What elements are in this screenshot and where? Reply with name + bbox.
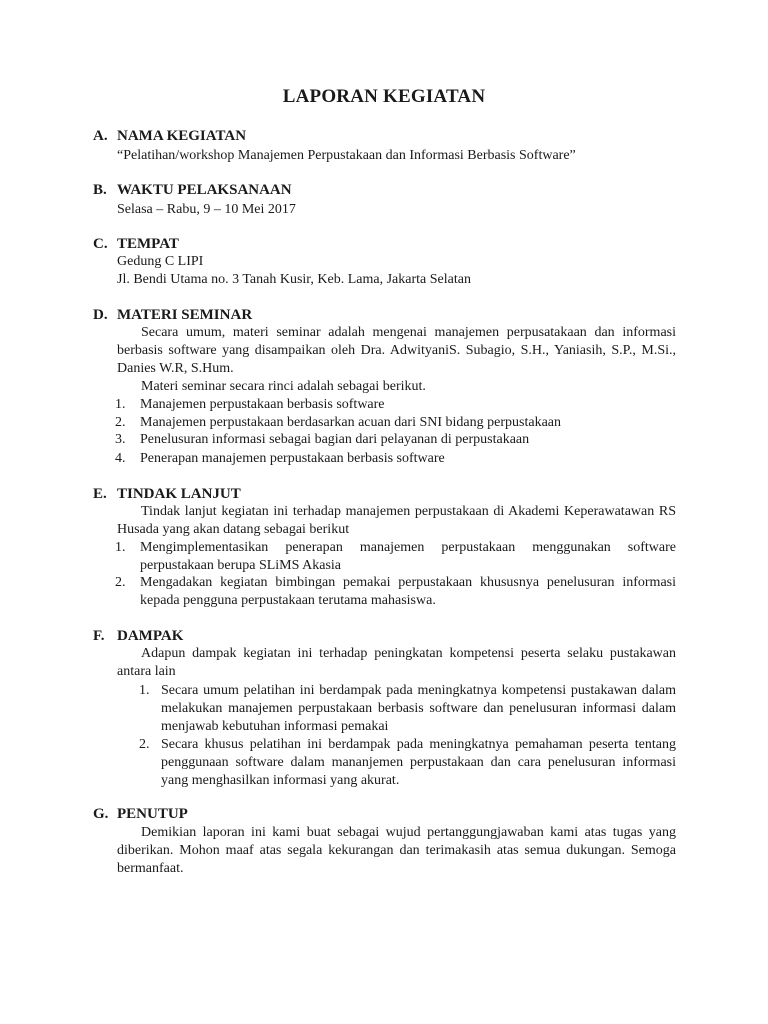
materi-intro-line: Materi seminar secara rinci adalah sebagai berikut. — [141, 379, 426, 394]
section-letter: E. — [93, 486, 107, 502]
section-heading — [93, 127, 676, 145]
list-text: Penerapan manajemen perpustakaan berbasis software — [140, 451, 445, 466]
section-heading — [93, 805, 676, 823]
list-number: 1. — [139, 683, 150, 698]
venue-address: Jl. Bendi Utama no. 3 Tanah Kusir, Keb. Lama, Jakarta Selatan — [117, 272, 471, 287]
section-title: TINDAK LANJUT — [117, 486, 241, 502]
section-heading — [93, 306, 676, 324]
venue-name: Gedung C LIPI — [117, 254, 204, 269]
list-text: Manajemen perpustakaan berbasis software — [140, 397, 385, 412]
section-letter: G. — [93, 806, 109, 822]
section-letter: C. — [93, 236, 108, 252]
list-text: Mengimplementasikan penerapan manajemen perpustakaan menggunakan software perpustakaan berupa SLiMS Akasia — [140, 540, 676, 573]
list-number: 1. — [115, 397, 126, 412]
section-heading — [93, 181, 676, 199]
list-number: 1. — [115, 540, 126, 555]
list-number: 2. — [115, 415, 126, 430]
section-title: WAKTU PELAKSANAAN — [117, 182, 292, 198]
dampak-paragraph: Adapun dampak kegiatan ini terhadap peningkatan kompetensi peserta selaku pustakawan antara lain — [117, 646, 676, 679]
list-number: 2. — [115, 575, 126, 590]
section-waktu-pelaksanaan — [93, 181, 676, 217]
section-title: DAMPAK — [117, 628, 184, 644]
section-tindak-lanjut — [93, 485, 676, 608]
list-text: Secara umum pelatihan ini berdampak pada meningkatnya kompetensi pustakawan dalam melakukan manajemen perpustakaan berbasis software dan penelusuran informasi dalam menjawab kebutuhan informasi pemakai — [161, 683, 676, 734]
list-text: Mengadakan kegiatan bimbingan pemakai perpustakaan khususnya penelusuran informasi kepada pengguna perpustakaan terutama mahasiswa. — [140, 575, 676, 608]
section-title: PENUTUP — [117, 806, 188, 822]
section-letter: F. — [93, 628, 105, 644]
tindak-lanjut-paragraph: Tindak lanjut kegiatan ini terhadap manajemen perpustakaan di Akademi Keperawatawan RS Husada yang akan datang sebagai berikut — [117, 504, 676, 537]
section-heading — [93, 235, 676, 253]
penutup-paragraph: Demikian laporan ini kami buat sebagai wujud pertanggungjawaban kami atas tugas yang diberikan. Mohon maaf atas segala kekurangan dan terimakasih atas semua dukungan. Semoga bermanfaat. — [117, 825, 676, 876]
event-date: Selasa – Rabu, 9 – 10 Mei 2017 — [117, 202, 296, 217]
section-tempat — [93, 235, 676, 287]
section-title: MATERI SEMINAR — [117, 307, 253, 323]
section-heading — [93, 485, 676, 503]
document-title: LAPORAN KEGIATAN — [282, 86, 486, 107]
list-number: 3. — [115, 432, 126, 447]
section-letter: B. — [93, 182, 107, 198]
list-text: Penelusuran informasi sebagai bagian dari pelayanan di perpustakaan — [140, 432, 530, 447]
section-heading — [93, 627, 676, 645]
activity-name: “Pelatihan/workshop Manajemen Perpustakaan dan Informasi Berbasis Software” — [117, 148, 576, 163]
section-letter: A. — [93, 128, 108, 144]
list-text: Secara khusus pelatihan ini berdampak pada meningkatnya pemahaman peserta tentang penggunaan software dalam mananjemen perpustakaan dan cara penelusuran informasi yang menghasilkan informasi yang akurat. — [161, 737, 676, 788]
list-number: 2. — [139, 737, 150, 752]
list-text: Manajemen perpustakaan berdasarkan acuan dari SNI bidang perpustakaan — [140, 415, 561, 430]
section-title: NAMA KEGIATAN — [117, 128, 247, 144]
section-dampak — [93, 627, 676, 788]
section-materi-seminar — [93, 306, 676, 466]
list-number: 4. — [115, 451, 126, 466]
section-penutup — [93, 805, 676, 876]
section-title: TEMPAT — [117, 236, 179, 252]
materi-paragraph: Secara umum, materi seminar adalah mengenai manajemen perpusatakaan dan informasi berbasis software yang disampaikan oleh Dra. AdwityaniS. Subagio, S.H., Yaniasih, S.P., M.Si., Danies W.R, S.Hum. — [117, 325, 676, 376]
section-nama-kegiatan — [93, 127, 676, 163]
section-letter: D. — [93, 307, 108, 323]
